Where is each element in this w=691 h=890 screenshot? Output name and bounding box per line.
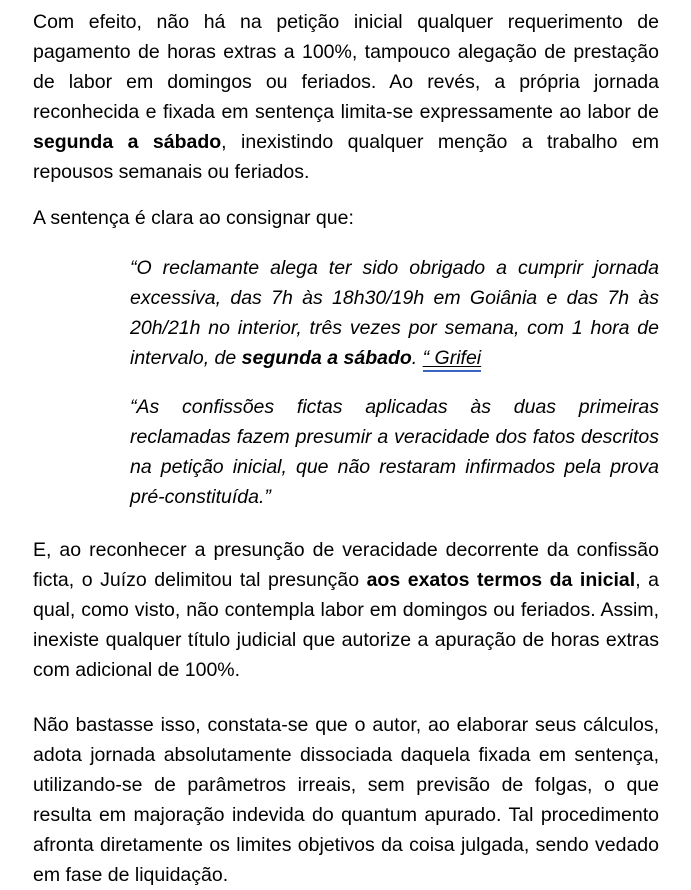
- text-run: Não bastasse isso, constata-se que o autor, ao elaborar seus cálculos, adota jornada absolutamente dissociada daquela fixada em sentença, utilizando-se de parâmetros irreais, sem previsão de folgas, o que resulta em majoração indevida do quantum apurado. Tal procedimento afronta diretamente os limites objetivos da coisa julgada, sendo vedado em fase de liquidação.: [33, 714, 659, 886]
- emphasis-text: segunda a sábado: [33, 131, 222, 153]
- block-quote: [130, 253, 659, 373]
- block-quote: [130, 392, 659, 512]
- text-run: E, ao reconhecer a presunção de veracidade decorrente da confissão ficta, o Juízo delimitou tal presunção: [33, 539, 659, 591]
- text-run: , inexistindo qualquer menção a trabalho em repousos semanais ou feriados.: [33, 131, 659, 183]
- text-run: , a qual, como visto, não contempla labor em domingos ou feriados. Assim, inexiste qualquer título judicial que autorize a apuração de horas extras com adicional de 100%.: [33, 569, 659, 681]
- text-run: A sentença é clara ao consignar que:: [33, 207, 354, 229]
- emphasis-text: segunda a sábado: [241, 347, 412, 369]
- emphasis-text: aos exatos termos da inicial: [366, 569, 636, 591]
- text-run: .: [411, 347, 423, 369]
- paragraph: [33, 535, 659, 685]
- grifei-reference: “ Grifei: [423, 347, 482, 372]
- paragraph: [33, 7, 659, 187]
- text-run: “O reclamante alega ter sido obrigado a cumprir jornada excessiva, das 7h às 18h30/19h em Goiânia e das 7h às 20h/21h no interior, três vezes por semana, com 1 hora de intervalo, de: [130, 257, 659, 369]
- text-run: “As confissões fictas aplicadas às duas primeiras reclamadas fazem presumir a veracidade dos fatos descritos na petição inicial, que não restaram infirmados pela prova pré-constituída.”: [130, 396, 659, 508]
- document-body: [33, 7, 659, 890]
- paragraph: [33, 710, 659, 890]
- text-run: Com efeito, não há na petição inicial qualquer requerimento de pagamento de horas extras a 100%, tampouco alegação de prestação de labor em domingos ou feriados. Ao revés, a própria jornada reconhecida e fixada em sentença limita-se expressamente ao labor de: [33, 11, 659, 123]
- paragraph: [33, 203, 659, 233]
